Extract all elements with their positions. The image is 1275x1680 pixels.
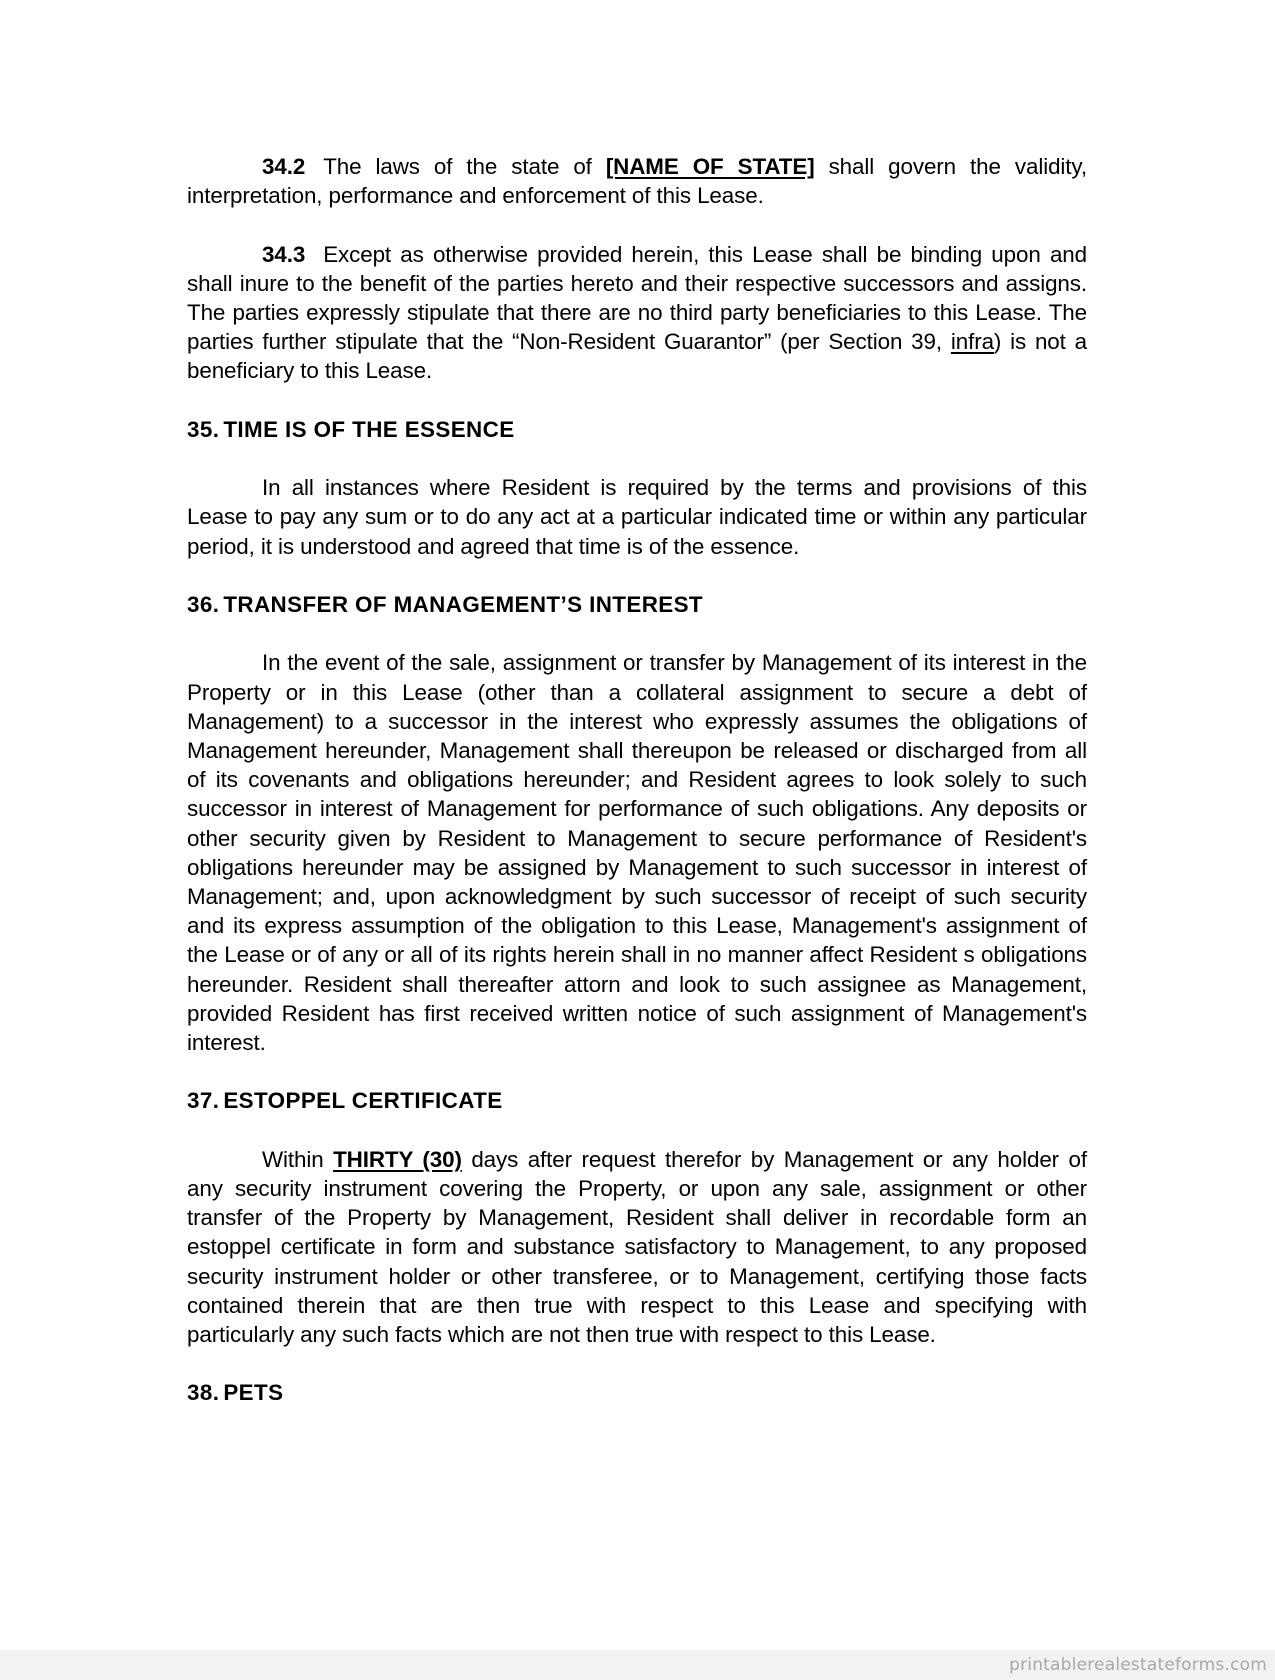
section-36-body: In the event of the sale, assignment or transfer by Management of its interest in the Property or in this Lease (other than a collateral assignment to secure a debt of Management) to a successor in the interest who expressly assumes the obligations of Management hereunder, Management shall thereupon be released or discharged from all of its covenants and obligations hereunder; and Resident agrees to look solely to such successor in interest of Management for performance of such obligations. Any deposits or other security given by Resident to Management to secure performance of Resident's obligations hereunder may be assigned by Management to such successor in interest of Management; and, upon acknowledgment by such successor of receipt of such security and its express assumption of the obligation to this Lease, Management's assignment of the Lease or of any or all of its rights herein shall in no manner affect Resident s obligations hereunder. Resident shall thereafter attorn and look to such assignee as Management, provided Resident has first received written notice of such assignment of Management's interest.	[187, 650, 1087, 1056]
clause-text: The laws of the state of	[323, 154, 606, 179]
infra-reference: infra	[950, 329, 994, 355]
state-name-placeholder: [NAME OF STATE]	[605, 154, 815, 179]
footer-bar	[0, 1650, 1275, 1680]
clause-text: Within	[262, 1146, 334, 1172]
section-number: 38.	[187, 1380, 220, 1406]
footer-watermark[interactable]: printablerealestateforms.com	[1009, 1655, 1267, 1675]
section-number: 35.	[187, 416, 220, 442]
document-page	[187, 152, 1087, 1437]
section-number: 36.	[187, 591, 220, 617]
clause-text: Except as otherwise provided herein, this Lease shall be binding upon and shall inure to the benefit of the parties hereto and their respective successors and assigns. The parties expressly stipulate that there are no third party beneficiaries to this Lease. The parties further stipulate that the “Non-Resident Guarantor” (per Section 39,	[187, 241, 1087, 355]
section-heading-37	[187, 1086, 1087, 1115]
clause-number: 34.2	[262, 154, 306, 179]
clause-text: days after request therefor by Management or any holder of any security instrument covering the Property, or upon any sale, assignment or other transfer of the Property by Management, Resident shall deliver in recordable form an estoppel certificate in form and substance satisfactory to Management, to any proposed security instrument holder or other transferee, or to Management, certifying those facts contained therein that are then true with respect to this Lease and specifying with particularly any such facts which are not then true with respect to this Lease.	[187, 1146, 1087, 1348]
clause-number: 34.3	[262, 241, 306, 267]
section-title: TIME IS OF THE ESSENCE	[223, 416, 515, 442]
section-heading-38	[187, 1378, 1087, 1407]
section-title: TRANSFER OF MANAGEMENT’S INTEREST	[223, 591, 704, 617]
section-heading-35	[187, 415, 1087, 444]
clause-34-2	[187, 152, 1087, 210]
clause-text: ) is not a beneficiary to this Lease.	[187, 329, 1087, 384]
section-title: ESTOPPEL CERTIFICATE	[223, 1088, 503, 1114]
section-heading-36	[187, 590, 1087, 619]
days-emphasis: THIRTY (30)	[333, 1146, 462, 1172]
section-35-body: In all instances where Resident is required by the terms and provisions of this Lease to pay any sum or to do any act at a particular indicated time or within any particular period, it is understood and agreed that time is of the essence.	[187, 475, 1087, 559]
section-37-body	[187, 1145, 1087, 1349]
clause-34-3	[187, 240, 1087, 386]
section-title: PETS	[223, 1380, 284, 1406]
clause-text: shall govern the validity, interpretation, performance and enforcement of this Lease.	[187, 154, 1087, 209]
section-number: 37.	[187, 1088, 220, 1114]
